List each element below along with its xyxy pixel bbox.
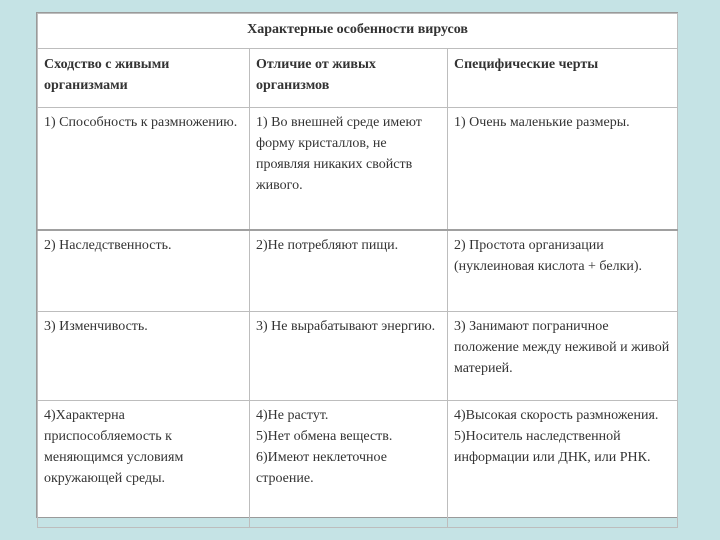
table-cell: 4)Высокая скорость размножения. 5)Носитель наследственной информации или ДНК, или РНК. — [448, 401, 678, 528]
table-cell: 1) Во внешней среде имеют форму кристаллов, не проявляя никаких свойств живого. — [250, 108, 448, 230]
table-cell: 1) Очень маленькие размеры. — [448, 108, 678, 230]
table-row — [38, 312, 678, 401]
table-cell: 3) Изменчивость. — [38, 312, 250, 401]
table-cell: 2) Наследственность. — [38, 230, 250, 312]
table-cell: 3) Не вырабатывают энергию. — [250, 312, 448, 401]
table-cell: 2)Не потребляют пищи. — [250, 230, 448, 312]
table-header-row — [38, 49, 678, 108]
table-row — [38, 230, 678, 312]
table-cell: 1) Способность к размножению. — [38, 108, 250, 230]
virus-features-table — [37, 13, 678, 528]
table-row — [38, 401, 678, 528]
column-header-similarity: Сходство с живыми организмами — [38, 49, 250, 108]
table-cell: 2) Простота организации (нуклеиновая кислота + белки). — [448, 230, 678, 312]
table-title: Характерные особенности вирусов — [38, 14, 678, 49]
table-title-row — [38, 14, 678, 49]
table-cell: 3) Занимают пограничное положение между неживой и живой материей. — [448, 312, 678, 401]
slide — [36, 12, 678, 518]
table-row — [38, 108, 678, 230]
column-header-difference: Отличие от живых организмов — [250, 49, 448, 108]
table-cell: 4)Характерна приспособляемость к меняющимся условиям окружающей среды. — [38, 401, 250, 528]
table-cell: 4)Не растут. 5)Нет обмена веществ. 6)Имеют неклеточное строение. — [250, 401, 448, 528]
column-header-specific: Специфические черты — [448, 49, 678, 108]
